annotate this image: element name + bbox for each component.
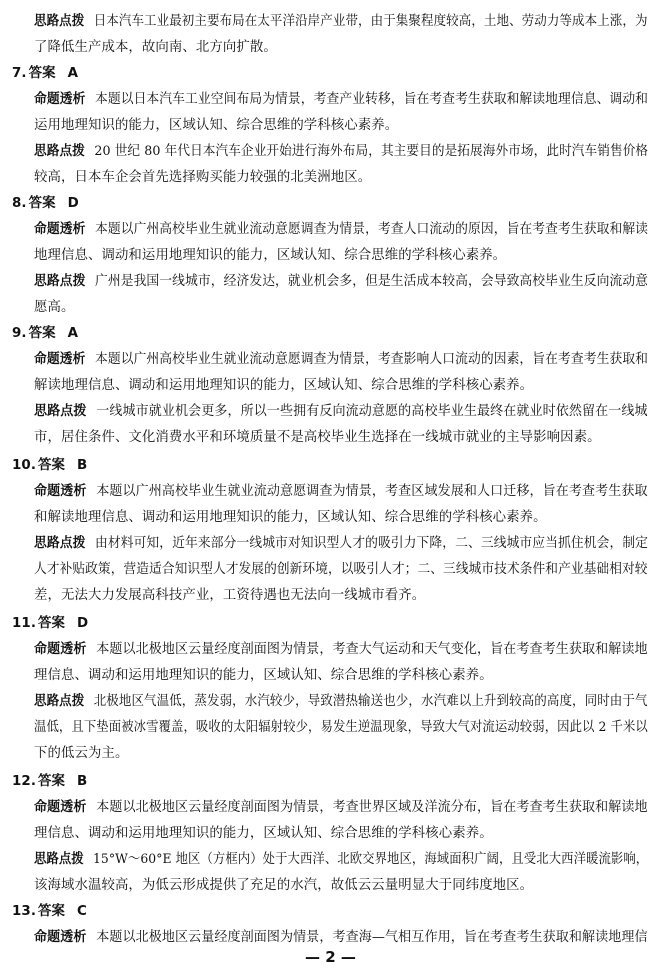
question-number: 11.: [12, 616, 37, 631]
page-number: — 2 —: [305, 948, 356, 966]
explanation-text: 本题以北极地区云量经度剖面图为情景，考查大气运动和天气变化，旨在考查考生获取和解读地: [96, 642, 648, 657]
explanation-text: 本题以广州高校毕业生就业流动意愿调查为情景，考查人口流动的原因，旨在考查考生获取和解读: [94, 222, 649, 237]
answer-line: [12, 904, 87, 920]
continuation-line: [34, 746, 128, 762]
section-label: 命题透析: [34, 484, 87, 499]
answer-label: 答案: [38, 458, 66, 473]
section-label: 命题透析: [34, 352, 86, 367]
explanation-line: [34, 14, 648, 30]
answer-line: [12, 196, 79, 212]
continuation-line: [34, 720, 648, 736]
continuation-line: [34, 878, 533, 894]
continuation-line: [34, 300, 74, 316]
section-label: 思路点拨: [34, 404, 87, 419]
answer-letter: D: [67, 196, 79, 211]
explanation-text: 温低，且下垫面被冰雪覆盖，吸收的太阳辐射较少，易发生逆温现象，导致大气对流运动较弱，因此以 2 千米以: [34, 720, 648, 735]
answer-label: 答案: [28, 326, 56, 341]
answer-line: [12, 458, 87, 474]
explanation-text: 差，无法大力发展高科技产业，工资待遇也无法向一线城市看齐。: [34, 588, 426, 603]
explanation-text: 本题以日本汽车工业空间布局为情景，考查产业转移，旨在考查考生获取和解读地理信息、调动和: [94, 92, 649, 107]
explanation-text: 地理信息、调动和运用地理知识的能力，区域认知、综合思维的学科核心素养。: [34, 248, 507, 263]
continuation-line: [34, 430, 601, 446]
explanation-text: 15°W～60°E 地区（方框内）处于大西洋、北欧交界地区，海域面积广阔，且受北大西洋暖流影响，: [92, 852, 649, 867]
answer-letter: A: [67, 66, 79, 81]
explanation-text: 市，居住条件、文化消费水平和环境质量不是高校毕业生选择在一线城市就业的主导影响因素。: [34, 430, 601, 445]
explanation-text: 理信息、调动和运用地理知识的能力，区域认知、综合思维的学科核心素养。: [34, 826, 493, 841]
explanation-text: 下的低云为主。: [34, 746, 129, 761]
continuation-line: [34, 562, 648, 578]
explanation-line: [34, 274, 648, 290]
explanation-text: 由材料可知，近年来部分一线城市对知识型人才的吸引力下降，二、三线城市应当抓住机会，制定: [94, 536, 649, 551]
explanation-text: 本题以广州高校毕业生就业流动意愿调查为情景，考查影响人口流动的因素，旨在考查考生获取和: [94, 352, 649, 367]
answer-line: [12, 326, 78, 342]
explanation-line: [34, 144, 648, 160]
explanation-text: 愿高。: [34, 300, 75, 315]
section-label: 思路点拨: [34, 274, 86, 289]
answer-label: 答案: [38, 616, 66, 631]
explanation-text: 日本汽车工业最初主要布局在太平洋沿岸产业带，由于集聚程度较高，土地、劳动力等成本上涨，为: [93, 14, 648, 29]
continuation-line: [34, 40, 277, 56]
answer-letter: B: [77, 774, 88, 789]
explanation-text: 本题以广州高校毕业生就业流动意愿调查为情景，考查区域发展和人口迁移，旨在考查考生获取: [96, 484, 648, 499]
section-label: 思路点拨: [34, 144, 85, 159]
explanation-text: 运用地理知识的能力，区域认知、综合思维的学科核心素养。: [34, 118, 399, 133]
answer-label: 答案: [38, 904, 66, 919]
explanation-text: 本题以北极地区云量经度剖面图为情景，考查世界区域及洋流分布，旨在考查考生获取和解读地: [96, 800, 648, 815]
explanation-text: 和解读地理信息、调动和运用地理知识的能力，区域认知、综合思维的学科核心素养。: [34, 510, 547, 525]
answer-label: 答案: [38, 774, 66, 789]
continuation-line: [34, 248, 506, 264]
explanation-line: [34, 92, 648, 108]
explanation-text: 该海域水温较高，为低云形成提供了充足的水汽，故低云云量明显大于同纬度地区。: [34, 878, 534, 893]
answer-letter: A: [67, 326, 79, 341]
answer-line: [12, 66, 78, 82]
explanation-text: 理信息、调动和运用地理知识的能力，区域认知、综合思维的学科核心素养。: [34, 668, 493, 683]
answer-letter: D: [77, 616, 89, 631]
explanation-text: 了降低生产成本，故向南、北方向扩散。: [34, 40, 277, 55]
question-number: 7.: [12, 66, 27, 81]
continuation-line: [34, 510, 547, 526]
continuation-line: [34, 668, 493, 684]
answer-label: 答案: [28, 66, 56, 81]
explanation-line: [34, 352, 648, 368]
answer-letter: B: [77, 458, 88, 473]
explanation-line: [34, 484, 648, 500]
explanation-text: 20 世纪 80 年代日本汽车企业开始进行海外布局，其主要目的是拓展海外市场，此时汽车销售价格: [94, 144, 649, 159]
explanation-text: 人才补贴政策，营造适合知识型人才发展的创新环境，以吸引人才；二、三线城市技术条件和产业基础相对较: [34, 562, 648, 577]
explanation-text: 解读地理信息、调动和运用地理知识的能力，区域认知、综合思维的学科核心素养。: [34, 378, 534, 393]
explanation-text: 一线城市就业机会更多，所以一些拥有反向流动意愿的高校毕业生最终在就业时依然留在一线城: [96, 404, 648, 419]
explanation-line: [34, 536, 648, 552]
question-number: 8.: [12, 196, 27, 211]
section-label: 思路点拨: [34, 14, 85, 29]
section-label: 思路点拨: [34, 536, 86, 551]
section-label: 命题透析: [34, 222, 86, 237]
explanation-line: [34, 930, 648, 946]
explanation-text: 较高，日本车企会首先选择购买能力较强的北美洲地区。: [34, 170, 372, 185]
continuation-line: [34, 118, 398, 134]
explanation-line: [34, 222, 648, 238]
section-label: 思路点拨: [34, 694, 85, 709]
section-label: 命题透析: [34, 92, 86, 107]
explanation-line: [34, 694, 648, 710]
continuation-line: [34, 170, 371, 186]
question-number: 12.: [12, 774, 37, 789]
explanation-line: [34, 852, 648, 868]
continuation-line: [34, 826, 493, 842]
explanation-line: [34, 642, 648, 658]
explanation-text: 北极地区气温低，蒸发弱，水汽较少，导致潜热输送也少，水汽难以上升到较高的高度，同时由于气: [93, 694, 648, 709]
section-label: 命题透析: [34, 930, 87, 945]
section-label: 命题透析: [34, 642, 87, 657]
continuation-line: [34, 588, 425, 604]
continuation-line: [34, 378, 533, 394]
answer-line: [12, 774, 87, 790]
answer-letter: C: [77, 904, 87, 919]
explanation-text: 本题以北极地区云量经度剖面图为情景，考查海—气相互作用，旨在考查考生获取和解读地理信: [96, 930, 648, 945]
explanation-line: [34, 404, 648, 420]
section-label: 思路点拨: [34, 852, 84, 867]
answer-line: [12, 616, 88, 632]
explanation-text: 广州是我国一线城市，经济发达，就业机会多，但是生活成本较高，会导致高校毕业生反向流动意: [94, 274, 649, 289]
question-number: 9.: [12, 326, 27, 341]
section-label: 命题透析: [34, 800, 87, 815]
explanation-line: [34, 800, 648, 816]
question-number: 10.: [12, 458, 37, 473]
answer-label: 答案: [28, 196, 56, 211]
question-number: 13.: [12, 904, 37, 919]
